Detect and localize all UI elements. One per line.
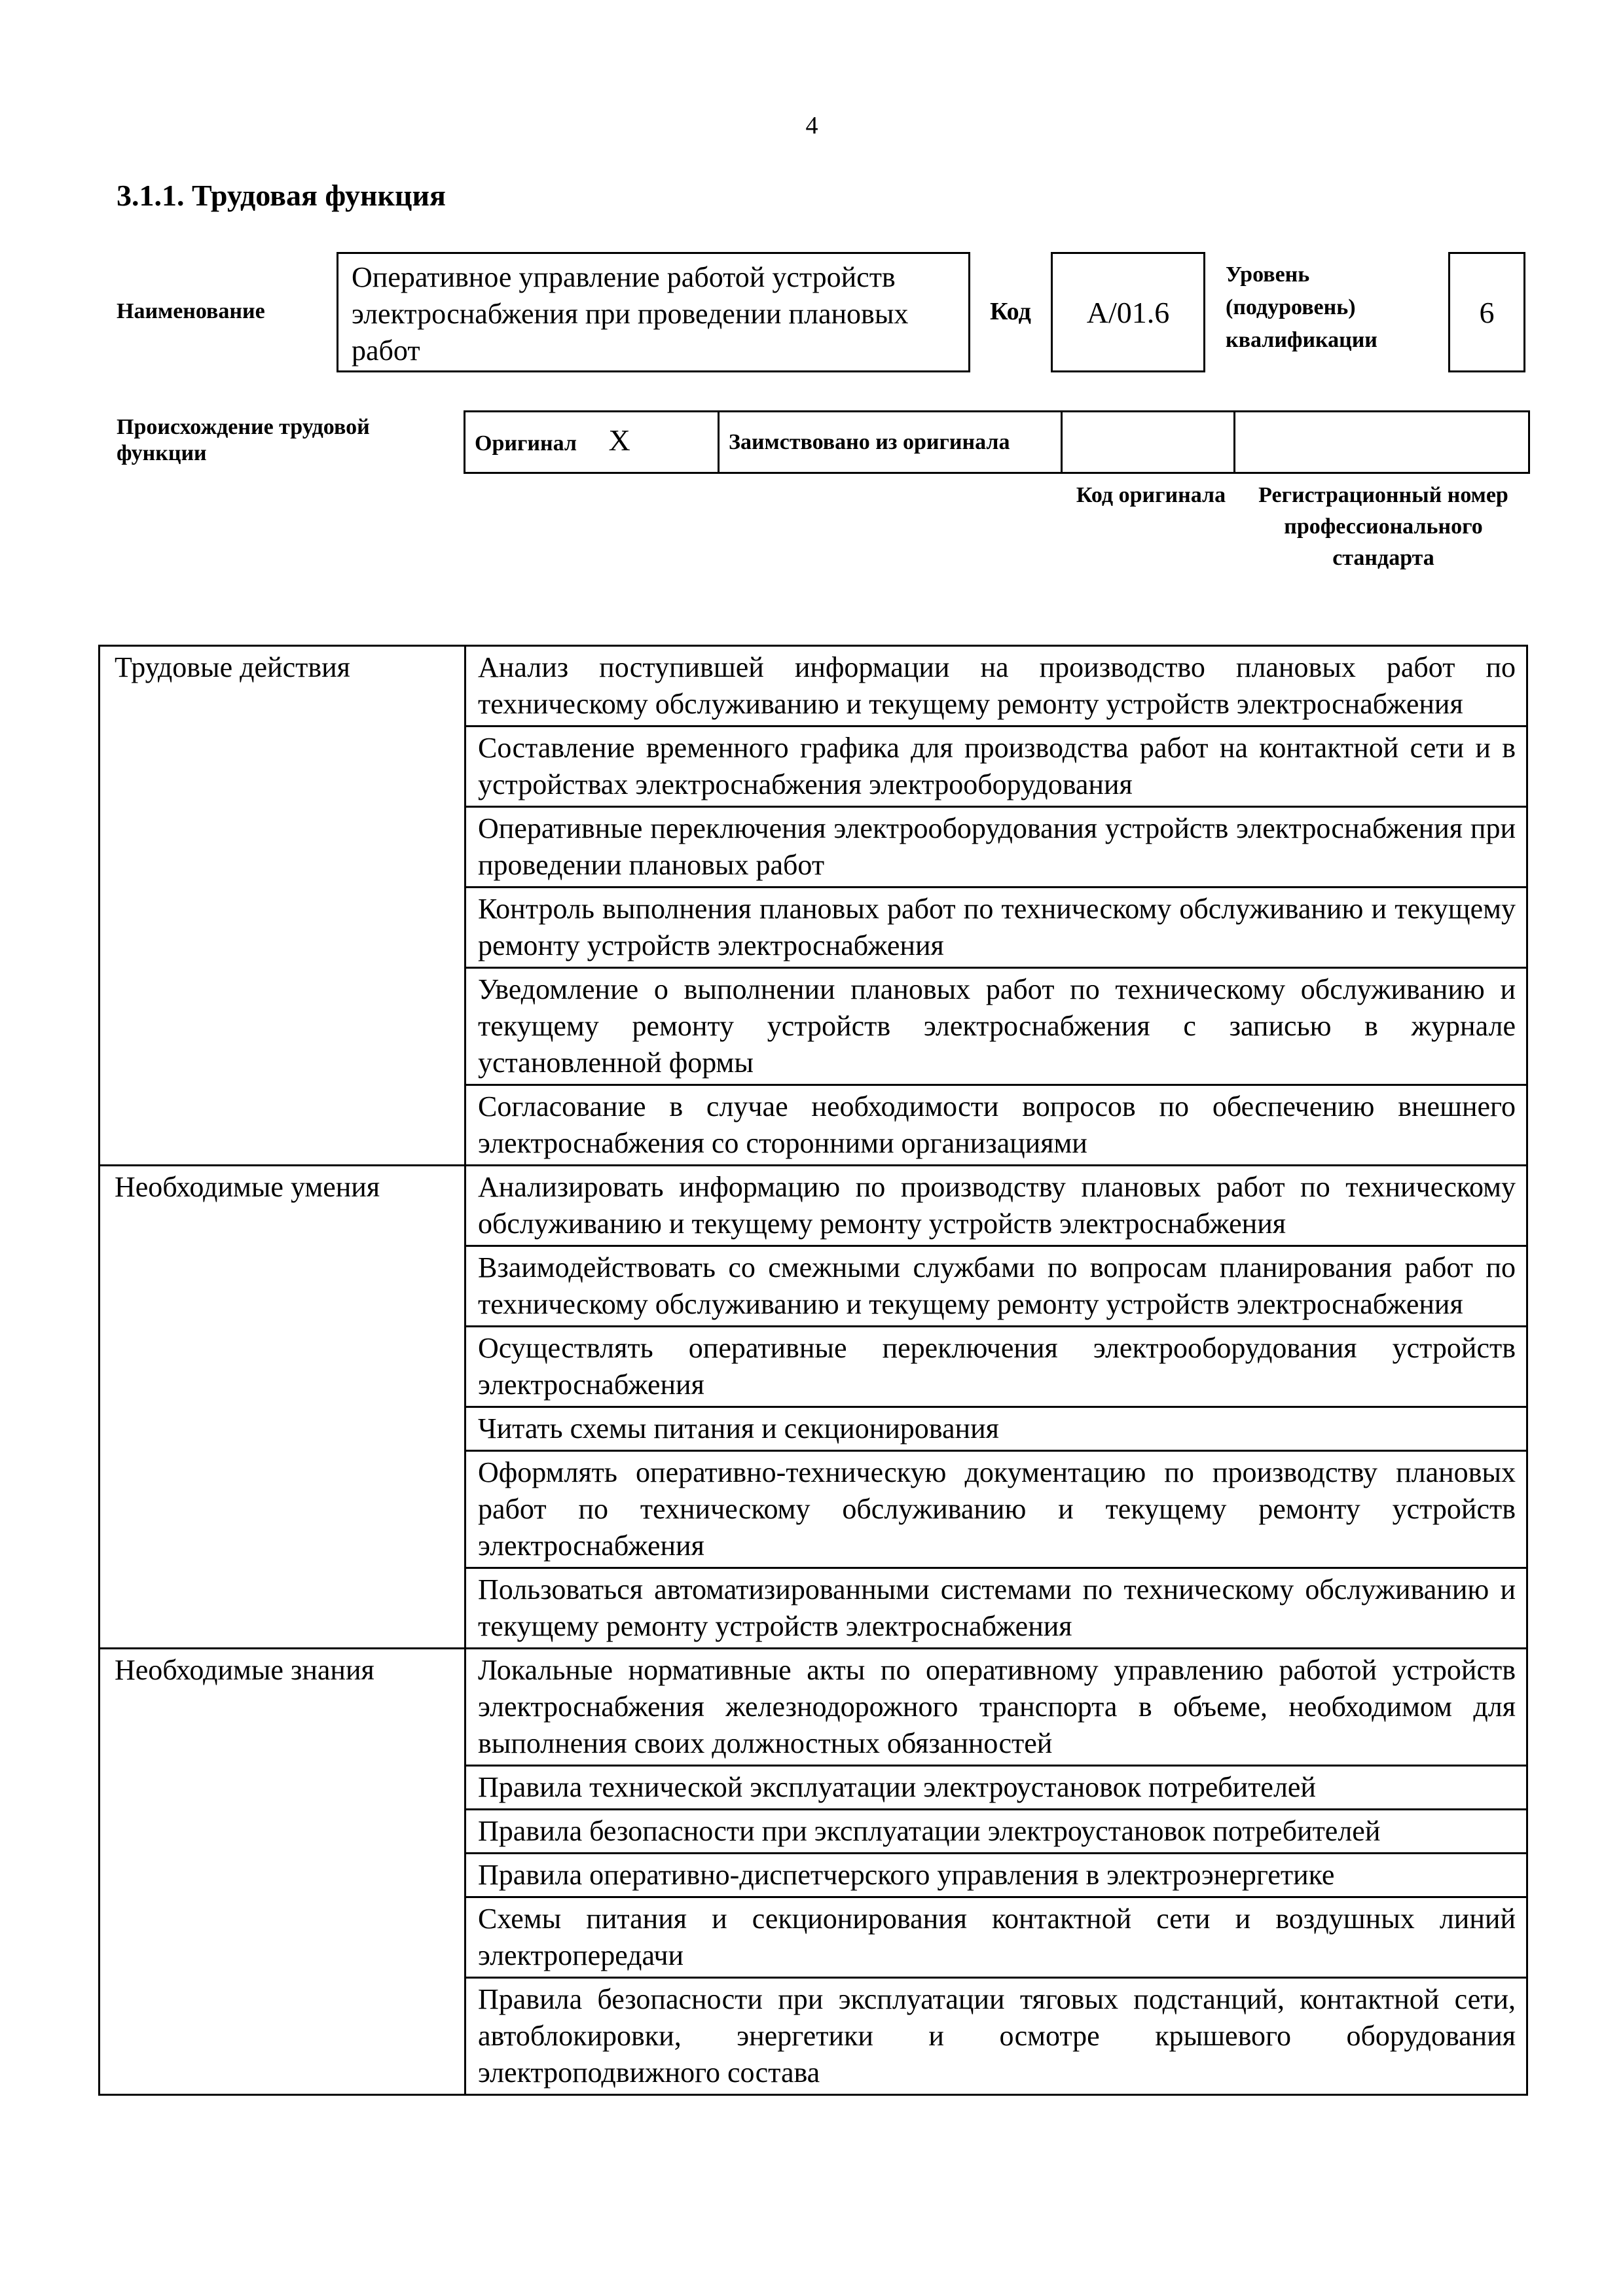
original-label: Оригинал xyxy=(475,431,577,456)
name-label: Наименование xyxy=(117,299,265,323)
item-cell: Анализ поступившей информации на производство плановых работ по техническому обслуживанию и текущему ремонту устройств электроснабжения xyxy=(465,646,1527,726)
section-title-cell: Необходимые умения xyxy=(100,1166,465,1649)
item-cell: Составление временного графика для производства работ на контактной сети и в устройствах электроснабжения электрооборудования xyxy=(465,726,1527,807)
original-mark: X xyxy=(608,423,630,457)
origin-table xyxy=(464,410,1530,474)
table-row xyxy=(100,1649,1527,1766)
item-cell: Осуществлять оперативные переключения электрооборудования устройств электроснабжения xyxy=(465,1327,1527,1407)
item-cell: Правила безопасности при эксплуатации тяговых подстанций, контактной сети, автоблокировки, энергетики и осмотре крышевого оборудования электроподвижного состава xyxy=(465,1978,1527,2095)
item-cell: Оперативные переключения электрооборудования устройств электроснабжения при проведении плановых работ xyxy=(465,807,1527,888)
page-number: 4 xyxy=(805,112,818,139)
item-cell: Согласование в случае необходимости вопросов по обеспечению внешнего электроснабжения со сторонними организациями xyxy=(465,1085,1527,1166)
table-row xyxy=(100,646,1527,726)
borrowed-label: Заимствовано из оригинала xyxy=(719,412,1062,473)
section-title-cell: Трудовые действия xyxy=(100,646,465,1166)
section-title-cell: Необходимые знания xyxy=(100,1649,465,2095)
item-cell: Читать схемы питания и секционирования xyxy=(465,1407,1527,1451)
item-cell: Правила безопасности при эксплуатации электроустановок потребителей xyxy=(465,1810,1527,1854)
item-cell: Правила оперативно-диспетчерского управления в электроэнергетике xyxy=(465,1854,1527,1897)
item-cell: Уведомление о выполнении плановых работ по техническому обслуживанию и текущему ремонту устройств электроснабжения с записью в журнале установленной формы xyxy=(465,968,1527,1085)
original-code-cell xyxy=(1062,412,1235,473)
competency-table xyxy=(98,645,1528,2096)
item-cell: Пользоваться автоматизированными системами по техническому обслуживанию и текущему ремонту устройств электроснабжения xyxy=(465,1568,1527,1649)
competency-table-body xyxy=(100,646,1527,2095)
item-cell: Правила технической эксплуатации электроустановок потребителей xyxy=(465,1766,1527,1810)
level-label-line-3: квалификации xyxy=(1226,328,1377,352)
item-cell: Контроль выполнения плановых работ по техническому обслуживанию и текущему ремонту устройств электроснабжения xyxy=(465,888,1527,968)
reg-number-cell xyxy=(1235,412,1529,473)
table-row xyxy=(100,1166,1527,1246)
code-label: Код xyxy=(990,298,1031,325)
item-cell: Оформлять оперативно-техническую документацию по производству плановых работ по техническому обслуживанию и текущему ремонту устройств электроснабжения xyxy=(465,1451,1527,1568)
origin-label: Происхождение трудовой функции xyxy=(117,415,370,465)
origin-original-cell xyxy=(465,412,719,473)
code-caption: Код оригинала xyxy=(1076,483,1226,507)
function-name-box: Оперативное управление работой устройств электроснабжения при проведении плановых работ xyxy=(337,252,970,372)
item-cell: Схемы питания и секционирования контактной сети и воздушных линий электропередачи xyxy=(465,1897,1527,1978)
reg-caption: Регистрационный номер профессионального стандарта xyxy=(1258,483,1508,570)
section-title: 3.1.1. Трудовая функция xyxy=(117,179,446,212)
level-label-line-1: Уровень xyxy=(1226,262,1310,287)
qualification-level-box: 6 xyxy=(1448,252,1525,372)
item-cell: Локальные нормативные акты по оперативному управлению работой устройств электроснабжения железнодорожного транспорта в объеме, необходимом для выполнения своих должностных обязанностей xyxy=(465,1649,1527,1766)
item-cell: Анализировать информацию по производству плановых работ по техническому обслуживанию и текущему ремонту устройств электроснабжения xyxy=(465,1166,1527,1246)
level-label-line-2: (подуровень) xyxy=(1226,295,1356,319)
item-cell: Взаимодействовать со смежными службами по вопросам планирования работ по техническому обслуживанию и текущему ремонту устройств электроснабжения xyxy=(465,1246,1527,1327)
function-code-box: А/01.6 xyxy=(1051,252,1205,372)
